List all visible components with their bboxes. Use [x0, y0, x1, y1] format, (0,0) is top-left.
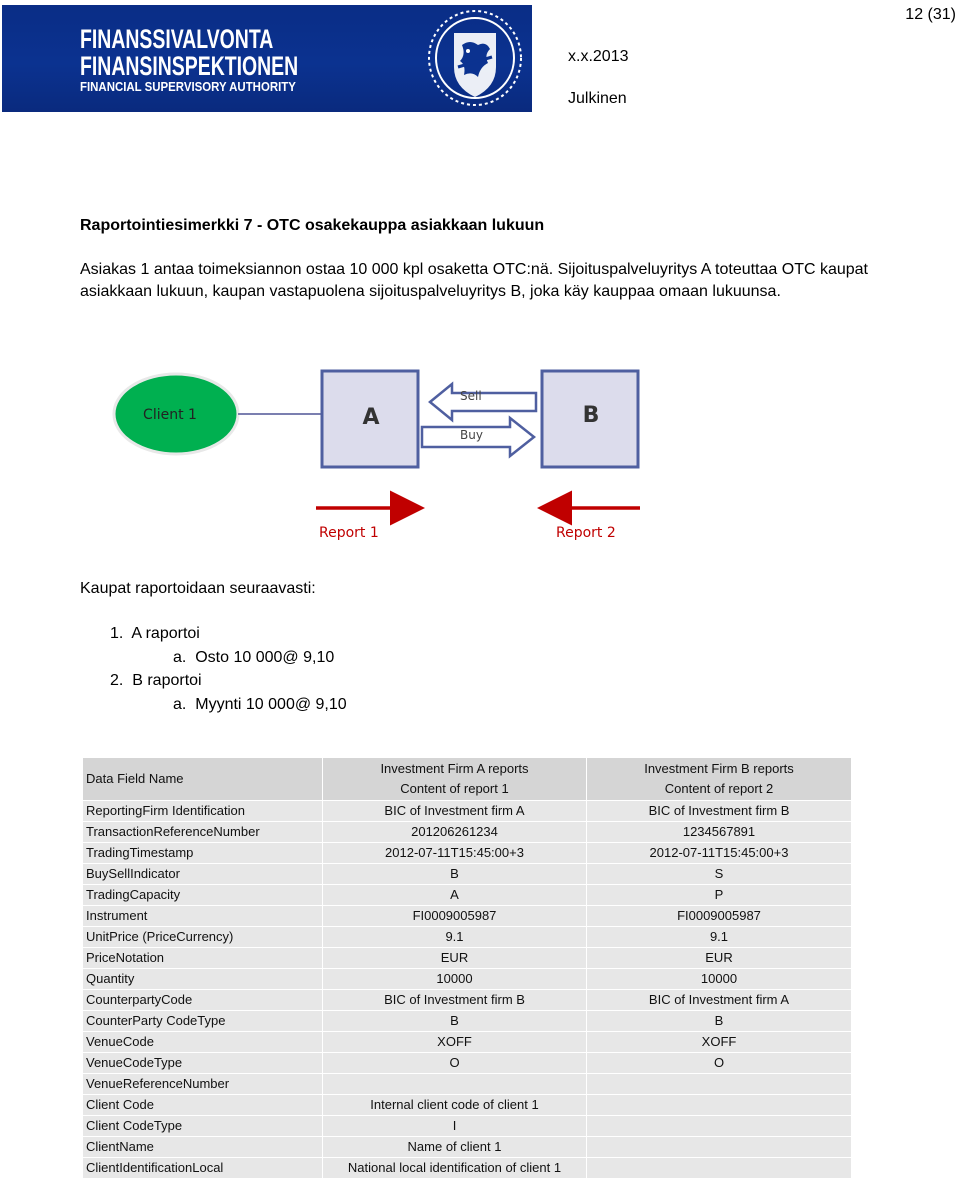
field-value-cell: 10000	[323, 969, 587, 990]
field-value-cell: O	[323, 1053, 587, 1074]
example-title: Raportointiesimerkki 7 - OTC osakekauppa asiakkaan lukuun	[80, 217, 545, 234]
report-2-label: Report 2	[556, 525, 616, 541]
field-value-cell: 2012-07-11T15:45:00+3	[323, 843, 587, 864]
field-value-cell: FI0009005987	[323, 906, 587, 927]
table-row	[83, 1095, 852, 1116]
report-content-table	[82, 757, 852, 1179]
field-value-cell: A	[323, 885, 587, 906]
page-number: 12 (31)	[905, 6, 956, 23]
field-value-cell: O	[587, 1053, 852, 1074]
field-value-cell: P	[587, 885, 852, 906]
field-value-cell: XOFF	[587, 1032, 852, 1053]
field-name-cell: ClientIdentificationLocal	[83, 1158, 323, 1179]
field-value-cell: XOFF	[323, 1032, 587, 1053]
column-header: Data Field Name	[83, 758, 323, 801]
field-value-cell: BIC of Investment firm B	[587, 801, 852, 822]
field-value-cell: B	[323, 1011, 587, 1032]
firm-a-label: A	[362, 405, 380, 430]
table-row	[83, 1053, 852, 1074]
field-value-cell: FI0009005987	[587, 906, 852, 927]
table-row	[83, 1011, 852, 1032]
example-description: Asiakas 1 antaa toimeksiannon ostaa 10 000 kpl osaketta OTC:nä. Sijoituspalveluyritys A toteuttaa OTC kaupat asiakkaan lukuun, kaupan vastapuolena sijoituspalveluyritys B, joka käy kauppaa omaan lukuunsa.	[80, 261, 868, 300]
table-row	[83, 864, 852, 885]
field-value-cell: 9.1	[587, 927, 852, 948]
trade-flow-diagram	[100, 360, 660, 560]
reporting-heading: Kaupat raportoidaan seuraavasti:	[80, 580, 316, 597]
field-name-cell: TransactionReferenceNumber	[83, 822, 323, 843]
field-value-cell: 2012-07-11T15:45:00+3	[587, 843, 852, 864]
field-value-cell: 1234567891	[587, 822, 852, 843]
list-subitem: a. Myynti 10 000@ 9,10	[173, 695, 347, 713]
report-1-label: Report 1	[319, 525, 379, 541]
column-header: Investment Firm B reports Content of report 2	[587, 758, 852, 801]
field-name-cell: VenueCode	[83, 1032, 323, 1053]
field-value-cell: 201206261234	[323, 822, 587, 843]
field-value-cell	[323, 1074, 587, 1095]
field-name-cell: ReportingFirm Identification	[83, 801, 323, 822]
field-name-cell: PriceNotation	[83, 948, 323, 969]
client-label: Client 1	[143, 407, 197, 423]
lion-coat-of-arms-icon	[418, 5, 532, 112]
table-row	[83, 1116, 852, 1137]
field-name-cell: Client Code	[83, 1095, 323, 1116]
brand-name-sv: FINANSINSPEKTIONEN	[80, 51, 299, 81]
field-name-cell: ClientName	[83, 1137, 323, 1158]
field-value-cell	[587, 1158, 852, 1179]
field-value-cell: B	[587, 1011, 852, 1032]
field-value-cell: BIC of Investment firm B	[323, 990, 587, 1011]
table-row	[83, 948, 852, 969]
list-subitem: a. Osto 10 000@ 9,10	[173, 648, 335, 666]
table-row	[83, 1158, 852, 1179]
field-value-cell: EUR	[323, 948, 587, 969]
brand-name-en: FINANCIAL SUPERVISORY AUTHORITY	[80, 79, 296, 94]
table-header-row	[83, 758, 852, 801]
field-name-cell: TradingTimestamp	[83, 843, 323, 864]
field-value-cell: Name of client 1	[323, 1137, 587, 1158]
field-value-cell: BIC of Investment firm A	[587, 990, 852, 1011]
sell-arrow	[430, 384, 536, 420]
field-value-cell: 10000	[587, 969, 852, 990]
table-row	[83, 1074, 852, 1095]
field-value-cell: I	[323, 1116, 587, 1137]
document-classification: Julkinen	[568, 90, 627, 107]
table-row	[83, 885, 852, 906]
field-name-cell: BuySellIndicator	[83, 864, 323, 885]
field-value-cell: Internal client code of client 1	[323, 1095, 587, 1116]
field-value-cell: National local identification of client 1	[323, 1158, 587, 1179]
field-value-cell: 9.1	[323, 927, 587, 948]
field-value-cell: B	[323, 864, 587, 885]
table-row	[83, 801, 852, 822]
table-row	[83, 1032, 852, 1053]
report-content-table-wrapper	[82, 757, 851, 1179]
field-name-cell: Client CodeType	[83, 1116, 323, 1137]
brand-name-fi: FINANSSIVALVONTA	[80, 24, 274, 54]
field-name-cell: CounterpartyCode	[83, 990, 323, 1011]
reporting-list	[80, 622, 347, 716]
field-name-cell: UnitPrice (PriceCurrency)	[83, 927, 323, 948]
field-name-cell: TradingCapacity	[83, 885, 323, 906]
field-value-cell	[587, 1137, 852, 1158]
field-name-cell: Instrument	[83, 906, 323, 927]
field-value-cell: S	[587, 864, 852, 885]
table-row	[83, 843, 852, 864]
field-value-cell: BIC of Investment firm A	[323, 801, 587, 822]
field-value-cell	[587, 1116, 852, 1137]
table-row	[83, 990, 852, 1011]
field-name-cell: CounterParty CodeType	[83, 1011, 323, 1032]
table-row	[83, 906, 852, 927]
firm-b-label: B	[582, 403, 600, 428]
document-date: x.x.2013	[568, 48, 629, 65]
field-name-cell: VenueCodeType	[83, 1053, 323, 1074]
field-name-cell: VenueReferenceNumber	[83, 1074, 323, 1095]
sell-label: Sell	[460, 389, 482, 403]
field-value-cell: EUR	[587, 948, 852, 969]
field-value-cell	[587, 1074, 852, 1095]
list-item: 1. A raportoi	[110, 625, 200, 642]
table-row	[83, 969, 852, 990]
buy-label: Buy	[460, 428, 483, 442]
column-header: Investment Firm A reports Content of report 1	[323, 758, 587, 801]
field-name-cell: Quantity	[83, 969, 323, 990]
table-row	[83, 822, 852, 843]
list-item: 2. B raportoi	[110, 672, 202, 689]
table-row	[83, 1137, 852, 1158]
field-value-cell	[587, 1095, 852, 1116]
table-row	[83, 927, 852, 948]
